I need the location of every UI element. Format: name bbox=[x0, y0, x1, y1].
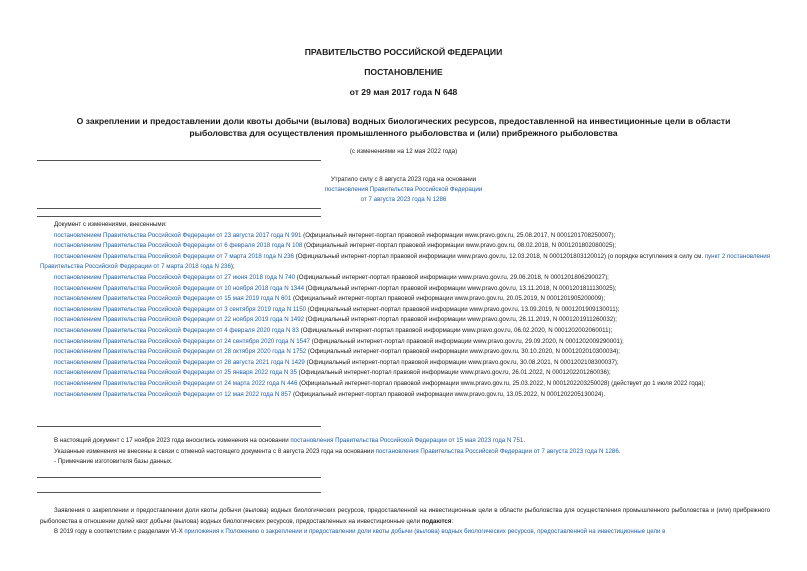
document-body bbox=[40, 506, 770, 538]
amendment-item bbox=[40, 368, 770, 379]
amendment-link[interactable]: постановлением Правительства Российской Федерации от 12 мая 2022 года N 857 bbox=[54, 390, 292, 398]
amendment-link[interactable]: постановлением Правительства Российской Федерации от 24 марта 2022 года N 446 bbox=[54, 379, 298, 387]
status-block bbox=[0, 175, 807, 205]
amendment-source: (Официальный интернет-портал правовой информации www.pravo.gov.ru, 29.09.2020, N 0001202009290001); bbox=[309, 337, 624, 345]
status-link-decree[interactable]: постановления Правительства Российской Федерации bbox=[324, 186, 483, 193]
amendment-source: (Официальный интернет-портал правовой информации www.pravo.gov.ru, 26.01.2022, N 0001202201260036); bbox=[296, 369, 611, 377]
amendment-item bbox=[40, 379, 770, 390]
title-line-1: О закреплении и предоставлении доли квоты добычи (вылова) водных биологических ресурсов, предоставленной на инвестиционные цели в области bbox=[76, 116, 731, 126]
editor-note bbox=[40, 436, 770, 468]
body-paragraph-1: Заявления о закреплении и предоставлении доли квоты добычи (вылова) водных биологических ресурсов, предоставленной на инвестиционные цели в области рыболовства для осуществления промышленного рыболовства и (или) прибрежного рыболовства в отношении долей квот добычи (вылова) водных биологических ресурсов, предоставленных на инвестиционные цели подаются: bbox=[40, 507, 770, 525]
amendment-item bbox=[40, 273, 770, 284]
amendment-link[interactable]: постановлением Правительства Российской Федерации от 3 сентября 2019 года N 1150 bbox=[54, 305, 307, 313]
amendment-source: (Официальный интернет-портал правовой информации www.pravo.gov.ru, 13.09.2019, N 0001201909130011); bbox=[306, 305, 620, 313]
divider bbox=[37, 160, 321, 161]
amendment-link[interactable]: постановлением Правительства Российской Федерации от 27 июня 2018 года N 740 bbox=[54, 273, 296, 281]
divider bbox=[37, 208, 321, 209]
amendment-source: (Официальный интернет-портал правовой информации www.pravo.gov.ru, 29.06.2018, N 0001201806290027); bbox=[295, 273, 609, 281]
note-line-1: В настоящий документ с 17 ноября 2023 года вносились изменения на основании постановления Правительства Российской Федерации от 15 мая 2023 года N 751. bbox=[54, 437, 526, 444]
note-line-2: Указанные изменения не внесены в связи с отменой настоящего документа с 8 августа 2023 года на основании постановления Правительства Российской Федерации от 7 августа 2023 года N 1286. bbox=[54, 447, 621, 455]
amendment-link[interactable]: постановлением Правительства Российской Федерации от 6 февраля 2018 года N 108 bbox=[54, 242, 303, 250]
amendment-source: (Официальный интернет-портал правовой информации www.pravo.gov.ru, 12.03.2018, N 0001201803120012) (о порядке вступления в силу см. bbox=[293, 252, 705, 260]
body-paragraph-2: В 2019 году в соответствии с разделами VI-X приложения к Положению о закреплении и предоставлении доли квоты добычи (вылова) водных биологических ресурсов, предоставленной на инвестиционные цели в bbox=[54, 528, 666, 536]
amendment-item bbox=[40, 315, 770, 326]
divider bbox=[37, 216, 321, 217]
amendment-link[interactable]: постановлением Правительства Российской Федерации от 22 ноября 2019 года N 1492 bbox=[54, 316, 305, 324]
amendment-source: (Официальный интернет-портал правовой информации www.pravo.gov.ru, 30.10.2020, N 0001202010300034); bbox=[306, 348, 620, 356]
amendment-item bbox=[40, 347, 770, 358]
amendment-link[interactable]: постановлением Правительства Российской Федерации от 28 августа 2021 года N 1429 bbox=[54, 358, 305, 366]
body-link-appendix[interactable]: приложения к Положению о закреплении и предоставлении доли квоты добычи (вылова) водных биологических ресурсов, предоставленной на инвестиционные цели в bbox=[184, 528, 666, 536]
amendment-item bbox=[40, 326, 770, 337]
amendment-link[interactable]: постановлением Правительства Российской Федерации от 23 августа 2017 года N 991 bbox=[54, 231, 302, 239]
amendment-link[interactable]: постановлением Правительства Российской Федерации от 25 января 2022 года N 35 bbox=[54, 369, 297, 377]
amendment-item bbox=[40, 241, 770, 252]
amendment-source: (Официальный интернет-портал правовой информации www.pravo.gov.ru, 08.02.2018, N 0001201802080025); bbox=[302, 242, 617, 250]
title-line-2: рыболовства для осуществления промышленного рыболовства и (или) прибрежного рыболовства bbox=[189, 128, 618, 138]
document-title bbox=[40, 115, 767, 139]
status-link-date[interactable]: от 7 августа 2023 года N 1286 bbox=[360, 196, 447, 203]
amendment-link[interactable]: постановлением Правительства Российской Федерации от 4 февраля 2020 года N 83 bbox=[54, 326, 299, 334]
document-type: ПОСТАНОВЛЕНИЕ bbox=[364, 67, 443, 77]
government-name: ПРАВИТЕЛЬСТВО РОССИЙСКОЙ ФЕДЕРАЦИИ bbox=[304, 47, 503, 57]
amendment-link[interactable]: постановлением Правительства Российской Федерации от 7 марта 2018 года N 236 bbox=[54, 252, 294, 260]
divider bbox=[37, 492, 321, 493]
amendment-source: (Официальный интернет-портал правовой информации www.pravo.gov.ru, 25.03.2022, N 0001202203250028) (действует до 1 июля 2022 года); bbox=[297, 379, 706, 387]
amendment-source: (Официальный интернет-портал правовой информации www.pravo.gov.ru, 06.02.2020, N 0001202002060011); bbox=[298, 326, 613, 334]
status-text: Утратило силу с 8 августа 2023 года на основании bbox=[330, 176, 477, 183]
amendment-item bbox=[40, 284, 770, 295]
amendment-source: (Официальный интернет-портал правовой информации www.pravo.gov.ru, 26.11.2019, N 0001201911260032); bbox=[304, 316, 617, 324]
amendment-source: ); bbox=[230, 263, 235, 271]
amendment-link[interactable]: постановлением Правительства Российской Федерации от 15 мая 2019 года N 601 bbox=[54, 295, 292, 303]
amendment-item bbox=[40, 390, 770, 401]
amendment-source: (Официальный интернет-портал правовой информации www.pravo.gov.ru, 13.05.2022, N 0001202205130024). bbox=[291, 390, 606, 398]
amendment-item bbox=[40, 294, 770, 305]
amendment-item bbox=[40, 252, 770, 273]
amendment-source: (Официальный интернет-портал правовой информации www.pravo.gov.ru, 30.08.2021, N 0001202108300037); bbox=[304, 358, 619, 366]
amendments-list bbox=[40, 220, 770, 400]
amendment-item bbox=[40, 337, 770, 348]
note-link-1286[interactable]: постановления Правительства Российской Федерации от 7 августа 2023 года N 1286 bbox=[375, 447, 619, 455]
divider bbox=[37, 426, 321, 427]
amendment-source: (Официальный интернет-портал правовой информации www.pravo.gov.ru, 25.08.2017, N 0001201708250007); bbox=[301, 231, 616, 239]
amendment-link[interactable]: постановлением Правительства Российской Федерации от 10 ноября 2018 года N 1344 bbox=[54, 284, 305, 292]
amendment-item bbox=[40, 231, 770, 242]
document-date-number: от 29 мая 2017 года N 648 bbox=[349, 87, 458, 97]
amendment-source: (Официальный интернет-портал правовой информации www.pravo.gov.ru, 20.05.2019, N 0001201905200009); bbox=[291, 295, 606, 303]
note-link-751[interactable]: постановления Правительства Российской Федерации от 15 мая 2023 года N 751 bbox=[290, 437, 524, 444]
amendment-item bbox=[40, 305, 770, 316]
amendment-item bbox=[40, 358, 770, 369]
amendment-link[interactable]: постановлением Правительства Российской Федерации от 24 сентября 2020 года N 1547 bbox=[54, 337, 310, 345]
amendment-link[interactable]: постановлением Правительства Российской Федерации от 28 октября 2020 года N 1752 bbox=[54, 348, 307, 356]
amendment-source: (Официальный интернет-портал правовой информации www.pravo.gov.ru, 13.11.2018, N 0001201811130025); bbox=[304, 284, 617, 292]
divider bbox=[37, 477, 321, 478]
note-line-3: - Примечание изготовителя базы данных. bbox=[54, 458, 173, 466]
amendment-link[interactable]: пункт 2 постановления Правительства Российской Федерации от 7 марта 2018 года N 236 bbox=[40, 252, 771, 271]
amendments-intro: Документ с изменениями, внесенными: bbox=[54, 221, 167, 228]
edition-note: (с изменениями на 12 мая 2022 года) bbox=[349, 148, 458, 155]
